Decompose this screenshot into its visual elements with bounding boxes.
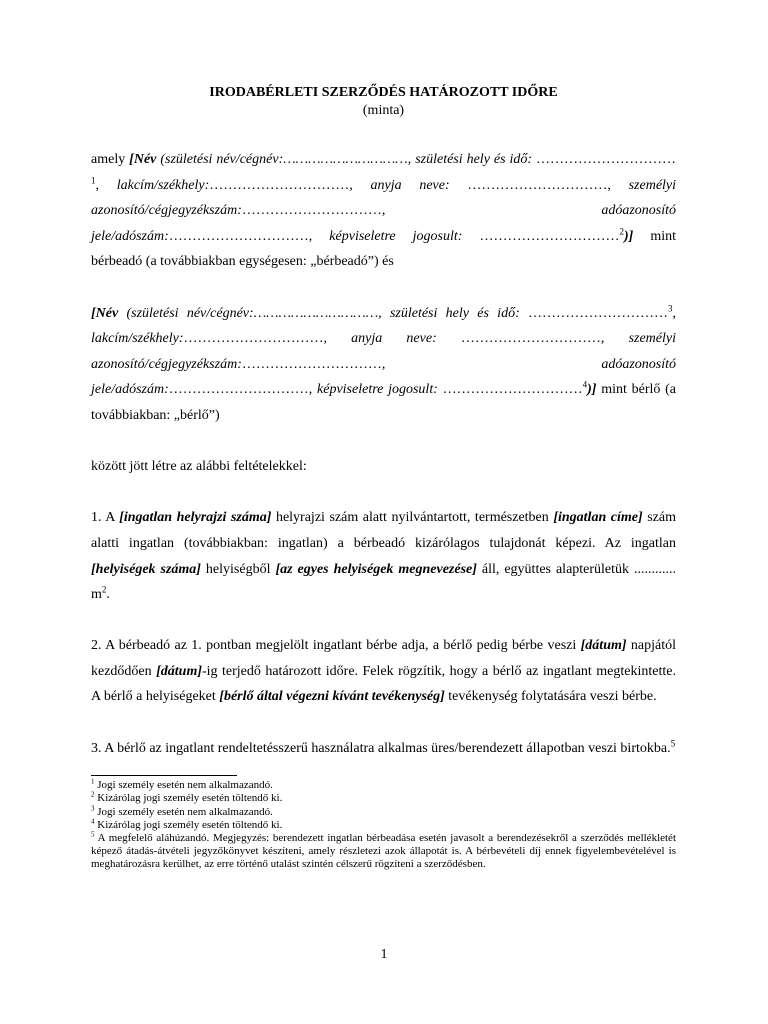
document-subtitle: (minta) [362, 103, 405, 118]
blank-field[interactable]: ………………………… [442, 382, 583, 398]
footnote-ref[interactable]: 4 [582, 379, 588, 390]
footnote: $^2$ Kizárólag jogi személy esetén töltendő ki. [91, 790, 283, 805]
section-3: 3. A bérlő az ingatlant rendeltetésszerű használatra alkalmas üres/berendezett állapotban veszi birtokba.$^5$ [91, 738, 676, 756]
blank-field[interactable]: ………………………… [168, 228, 309, 244]
blank-field[interactable]: ………………………… [479, 228, 620, 244]
page-number: 1 [380, 947, 388, 962]
blank-field[interactable]: ………………………… [536, 152, 676, 167]
blank-field[interactable]: ………………………… [283, 152, 408, 167]
placeholder-address: [ingatlan címe] [553, 510, 643, 526]
placeholder-start-date: [dátum] [580, 638, 627, 654]
blank-field[interactable]: ………………………… [241, 356, 382, 372]
lessor-name-label: [Név [129, 152, 157, 167]
footnote-divider [91, 775, 237, 776]
lessee-paragraph: [Név (születési név/cégnév:…………………………, születési hely és idő: …………………………$^3$, lakcím/székhely:…………………………, anyja neve: …………………………, személyi azonosító/cégjegyzékszám:…………………………, adóazonosító jele/adószám:…………………………, képviseletre jogosult: …………………………$^4$)] mint bérlő (a továbbiakban: „bérlő”) [91, 302, 677, 423]
lessor-paragraph: amely [Név (születési név/cégnév:…………………………, születési hely és idő: …………………………$^1$, lakcím/székhely:…………………………, anyja neve: …………………………, személyi azonosító/cégjegyzékszám:…………………………, adóazonosító jele/adószám:…………………………, képviseletre jogosult: …………………………$^2$)] mint bérbeadó (a továbbiakban egységesen: „bérbeadó”) és [91, 152, 677, 270]
footnote: $^1$ Jogi személy esetén nem alkalmazandó. [91, 777, 273, 792]
placeholder-room-names: [az egyes helyiségek megnevezése] [275, 561, 477, 577]
placeholder-lot-number: [ingatlan helyrajzi száma] [119, 510, 272, 526]
document-page [91, 84, 676, 872]
footnote-ref[interactable]: 5 [670, 738, 676, 748]
footnote-ref[interactable]: 1 [91, 174, 96, 185]
blank-field[interactable]: ………………………… [168, 382, 309, 398]
lessor-role: mint bérbeadó (a továbbiakban egységesen: „bérbeadó”) és [91, 228, 676, 270]
blank-field[interactable]: ………………………… [241, 203, 382, 219]
placeholder-room-count: [helyiségek száma] [91, 561, 201, 577]
section-1: 1. A [ingatlan helyrajzi száma] helyrajzi szám alatt nyilvántartott, természetben [ingatlan címe] szám alatti ingatlan (továbbiakban: ingatlan) a bérbeadó kizárólagos tulajdonát képezi. Az ingatlan [helyiségek száma] helyiségből [az egyes helyiségek megnevezése] áll, együttes alapterületük ............ $m^2$. [91, 510, 677, 603]
blank-field[interactable]: ………………………… [467, 177, 608, 193]
lessee-name-label: [Név [91, 305, 119, 321]
conditions-intro: között jött létre az alábbi feltételekkel: [91, 459, 307, 475]
blank-field[interactable]: ………………………… [183, 331, 324, 347]
placeholder-activity: [bérlő által végezni kívánt tevékenység] [219, 689, 445, 705]
footnote-ref[interactable]: 3 [668, 302, 673, 313]
footnote: $^3$ Jogi személy esetén nem alkalmazandó. [91, 804, 273, 818]
footnote: $^4$ Kizárólag jogi személy esetén töltendő ki. [91, 817, 283, 831]
blank-field[interactable]: ………………………… [460, 331, 601, 347]
blank-field[interactable]: ............ [634, 561, 677, 577]
blank-field[interactable]: ………………………… [209, 177, 350, 193]
blank-field[interactable]: ………………………… [253, 305, 379, 321]
blank-field[interactable]: ………………………… [528, 305, 669, 321]
footnote: $^5$ A megfelelő aláhúzandó. Megjegyzés: berendezett ingatlan bérbeadása esetén javasolt a berendezésekről a szerződés mellékletét képező átadás-átvételi jegyzőkönyvet készíteni, amely részletezi azok állapotát is. A bérbevételi díj ennek figyelembevételével is meghatározásra kerülhet, az erre történő utalást szintén célszerű rögzíteni a szerződésben. [91, 830, 676, 871]
document-title: IRODABÉRLETI SZERZŐDÉS HATÁROZOTT IDŐRE [209, 85, 558, 100]
footnotes [91, 779, 676, 871]
section-2: 2. A bérbeadó az 1. pontban megjelölt ingatlant bérbe adja, a bérlő pedig bérbe veszi [dátum] napjától kezdődően [dátum]-ig terjedő határozott időre. Felek rögzítik, hogy a bérlő az ingatlant megtekintette. A bérlő a helyiségeket [bérlő által végezni kívánt tevékenység] tevékenység folytatására veszi bérbe. [91, 638, 676, 705]
lessee-role: mint bérlő (a továbbiakban: „bérlő”) [91, 382, 677, 423]
footnote-ref[interactable]: 2 [619, 226, 624, 237]
placeholder-end-date: [dátum] [156, 663, 202, 679]
